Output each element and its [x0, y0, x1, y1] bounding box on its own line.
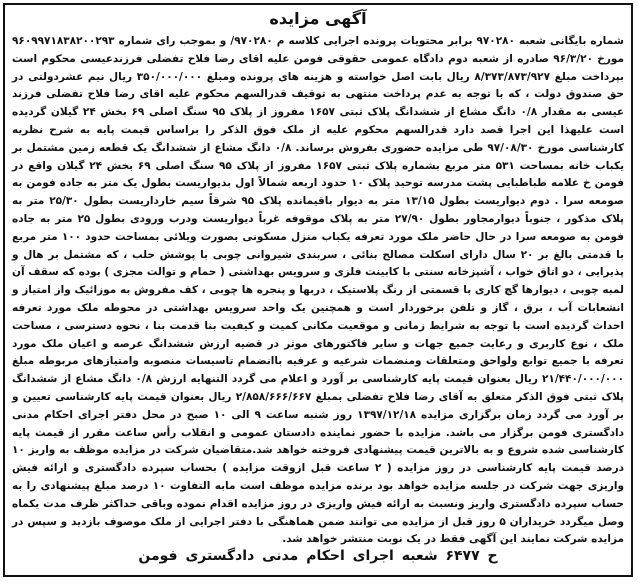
notice-body: شماره بایگانی شعبه ۹۷۰۲۸۰ برابر محتویات پرونده اجرایی کلاسه م ۹۷۰۲۸۰/ و بموجب رای شماره ۹۶۰۹۹۷۱۸۳۸۲۰۰۲۹۳ مورخ ۹۶/۳/۲۰ صادره از شعبه دوم دادگاه عمومی حقوقی فومن علیه اقای رضا فلاح تفضلی فرزندعیسی محکوم است بپرداخت مبلغ ۸/۳۷۳/۸۷۳/۹۲۷ ریال بابت اصل خواسته و هزینه های پرونده ومبلغ ۳۵۰/۰۰۰/۰۰۰ ریال نیم عشردولتی در حق صندوق دولت ، که با توجه به عدم پرداخت منتهی به توقیف قدرالسهم محکوم علیه اقای رضا فلاح تفضلی فرزند عیسی به مقدار ۰/۸ دانگ مشاع از ششدانگ پلاک ثبتی ۱۶۵۷ مفروز از پلاک ۹۵ سنگ اصلی ۶۹ بخش ۲۴ گیلان گردیده است علیهذا این اجرا قصد دارد قدرالسهم محکوم علیه از ملک فوق الذکر را براساس قیمت پایه به شرح نظریه کارشناسی مورخ ۹۷/۰۸/۳۰ طی مزایده حضوری بفروش برساند. ۰/۸ دانگ مشاع از ششدانگ یک قطعه زمین مشتمل بر یکباب خانه بمساحت ۵۳۱ متر مربع بشماره پلاک ثبتی ۱۶۵۷ مفروز از پلاک ۹۵ سنگ اصلی ۶۹ بخش ۲۴ گیلان واقع در فومن خ علامه طباطبایی پشت مدرسه توحید پلاک ۱۰ حدود اربعه شمالاً اول بدیواریست بطول یک متر به جاده فومن به صومعه سرا . دوم دیواریست بطول ۱۳/۱۵ متر به دیوار باقیمانده پلاک ۹۵ شرقاً سیم خارداریست بطول ۲۵/۳۰ متر به پلاک مذکور ، جنوباً دیوارمجاور بطول ۲۷/۹۰ متر به پلاک موقوفه غرباً دیواریست ودرب ورودی بطول ۲۵ متر به جاده فومن به صومعه سرا در حال حاضر ملک مورد تعرفه یکباب منزل مسکونی بصورت ویلائی بمساحت حدود ۱۰۰ متر مربع با قدمتی بالغ بر ۲۰ سال دارای اسکلت مصالح بنائی ، سربندی شیروانی چوبی با پوشش حلب ، که مشتمل بر هال و پذیرایی ، دو اتاق خواب ، آشپزخانه سنتی با کابینت فلزی و سرویس بهداشتی ( حمام و توالت مجزی ) بوده که سقف آن لمبه چوبی ، دیوارها گچ کاری با قسمتی از رنگ پلاستیک ، دربها و پنجره ها چوبی ، کف مفروش به موزائیک واز امتیاز و انشعابات آب ، برق ، گاز و تلفن برخوردار است و همچنین یک واحد سرویس بهداشتی در محوطه ملک مورد تعرفه احداث گردیده است با توجه به شرایط زمانی و موقعیت مکانی کمیت و کیفیت بنا قدمت بنا ، نحوه دسترسی ، مساحت ملک ، نوع کاربری و رعایت جمیع جهات و سایر فاکتورهای موثر در قضیه ارزش ششدانگ عرصه و اعیان ملک مورد تعرفه با جمیع توابع ولواحق ومتعلقات ومنضمات شرعیه و عرفیه باانضمام تاسیسات منصوبه وامتیازهای مربوطه مبلغ ۲۱/۴۴۰/۰۰۰/۰۰۰ ریال بعنوان قیمت پایه کارشناسی بر آورد و اعلام می گردد التنهایه ارزش ۰/۸ دانگ مشاع از ششدانگ پلاک ثبتی فوق الذکر متعلق به آقای رضا فلاح تفضلی بمبلغ ۲/۸۵۸/۶۶۶/۶۶۷ ریال بعنوان قیمت پایه کارشناسی تعیین و بر آورد می گردد زمان برگزاری مزایده ۱۳۹۷/۱۲/۱۸ روز شنبه ساعت ۹ الی ۱۰ صبح در محل دفتر اجرای احکام مدنی دادگستری فومن برگزار می باشد. مزایده با حضور نماینده دادستان عمومی و انقلاب رأس ساعت مقرر از قیمت پایه کارشناسی شده شروع و به بالاترین قیمت پیشنهادی فروخته خواهد شد.متقاضیان شرکت در مزایده موظف به واریز ۱۰ درصد قیمت پایه کارشناسی در روز مزایده ( ۲ ساعت قبل ازوقت مزایده ) بحساب سپرده دادگستری و ارائه فیش واریزی جهت شرکت در جلسه مزایده خواهد بود برنده مزایده موظف است مابه التفاوت ۱۰ درصد مبلغ پیشنهادی را به حساب سپرده دادگستری واریز ونسبت به ارائه فیش واریزی در روز مزایده اقدام نموده وباقی حداکثر ظرف مدت یکماه وصل میگردد خریداران ۵ روز قبل از مزایده می توانند ضمن هماهنگی با دفتر اجرایی از ملک موصوف بازدید و سپس در مزایده شرکت نمایند این آگهی فقط در یک نوبت منتشر خواهد شد. — [12, 35, 625, 546]
notice-footer: ح ۶۴۷۷ شعبه اجرای احکام مدنی دادگستری فومن — [138, 548, 498, 564]
notice-frame — [3, 3, 633, 577]
notice-title: آگهی مزایده — [269, 9, 367, 28]
